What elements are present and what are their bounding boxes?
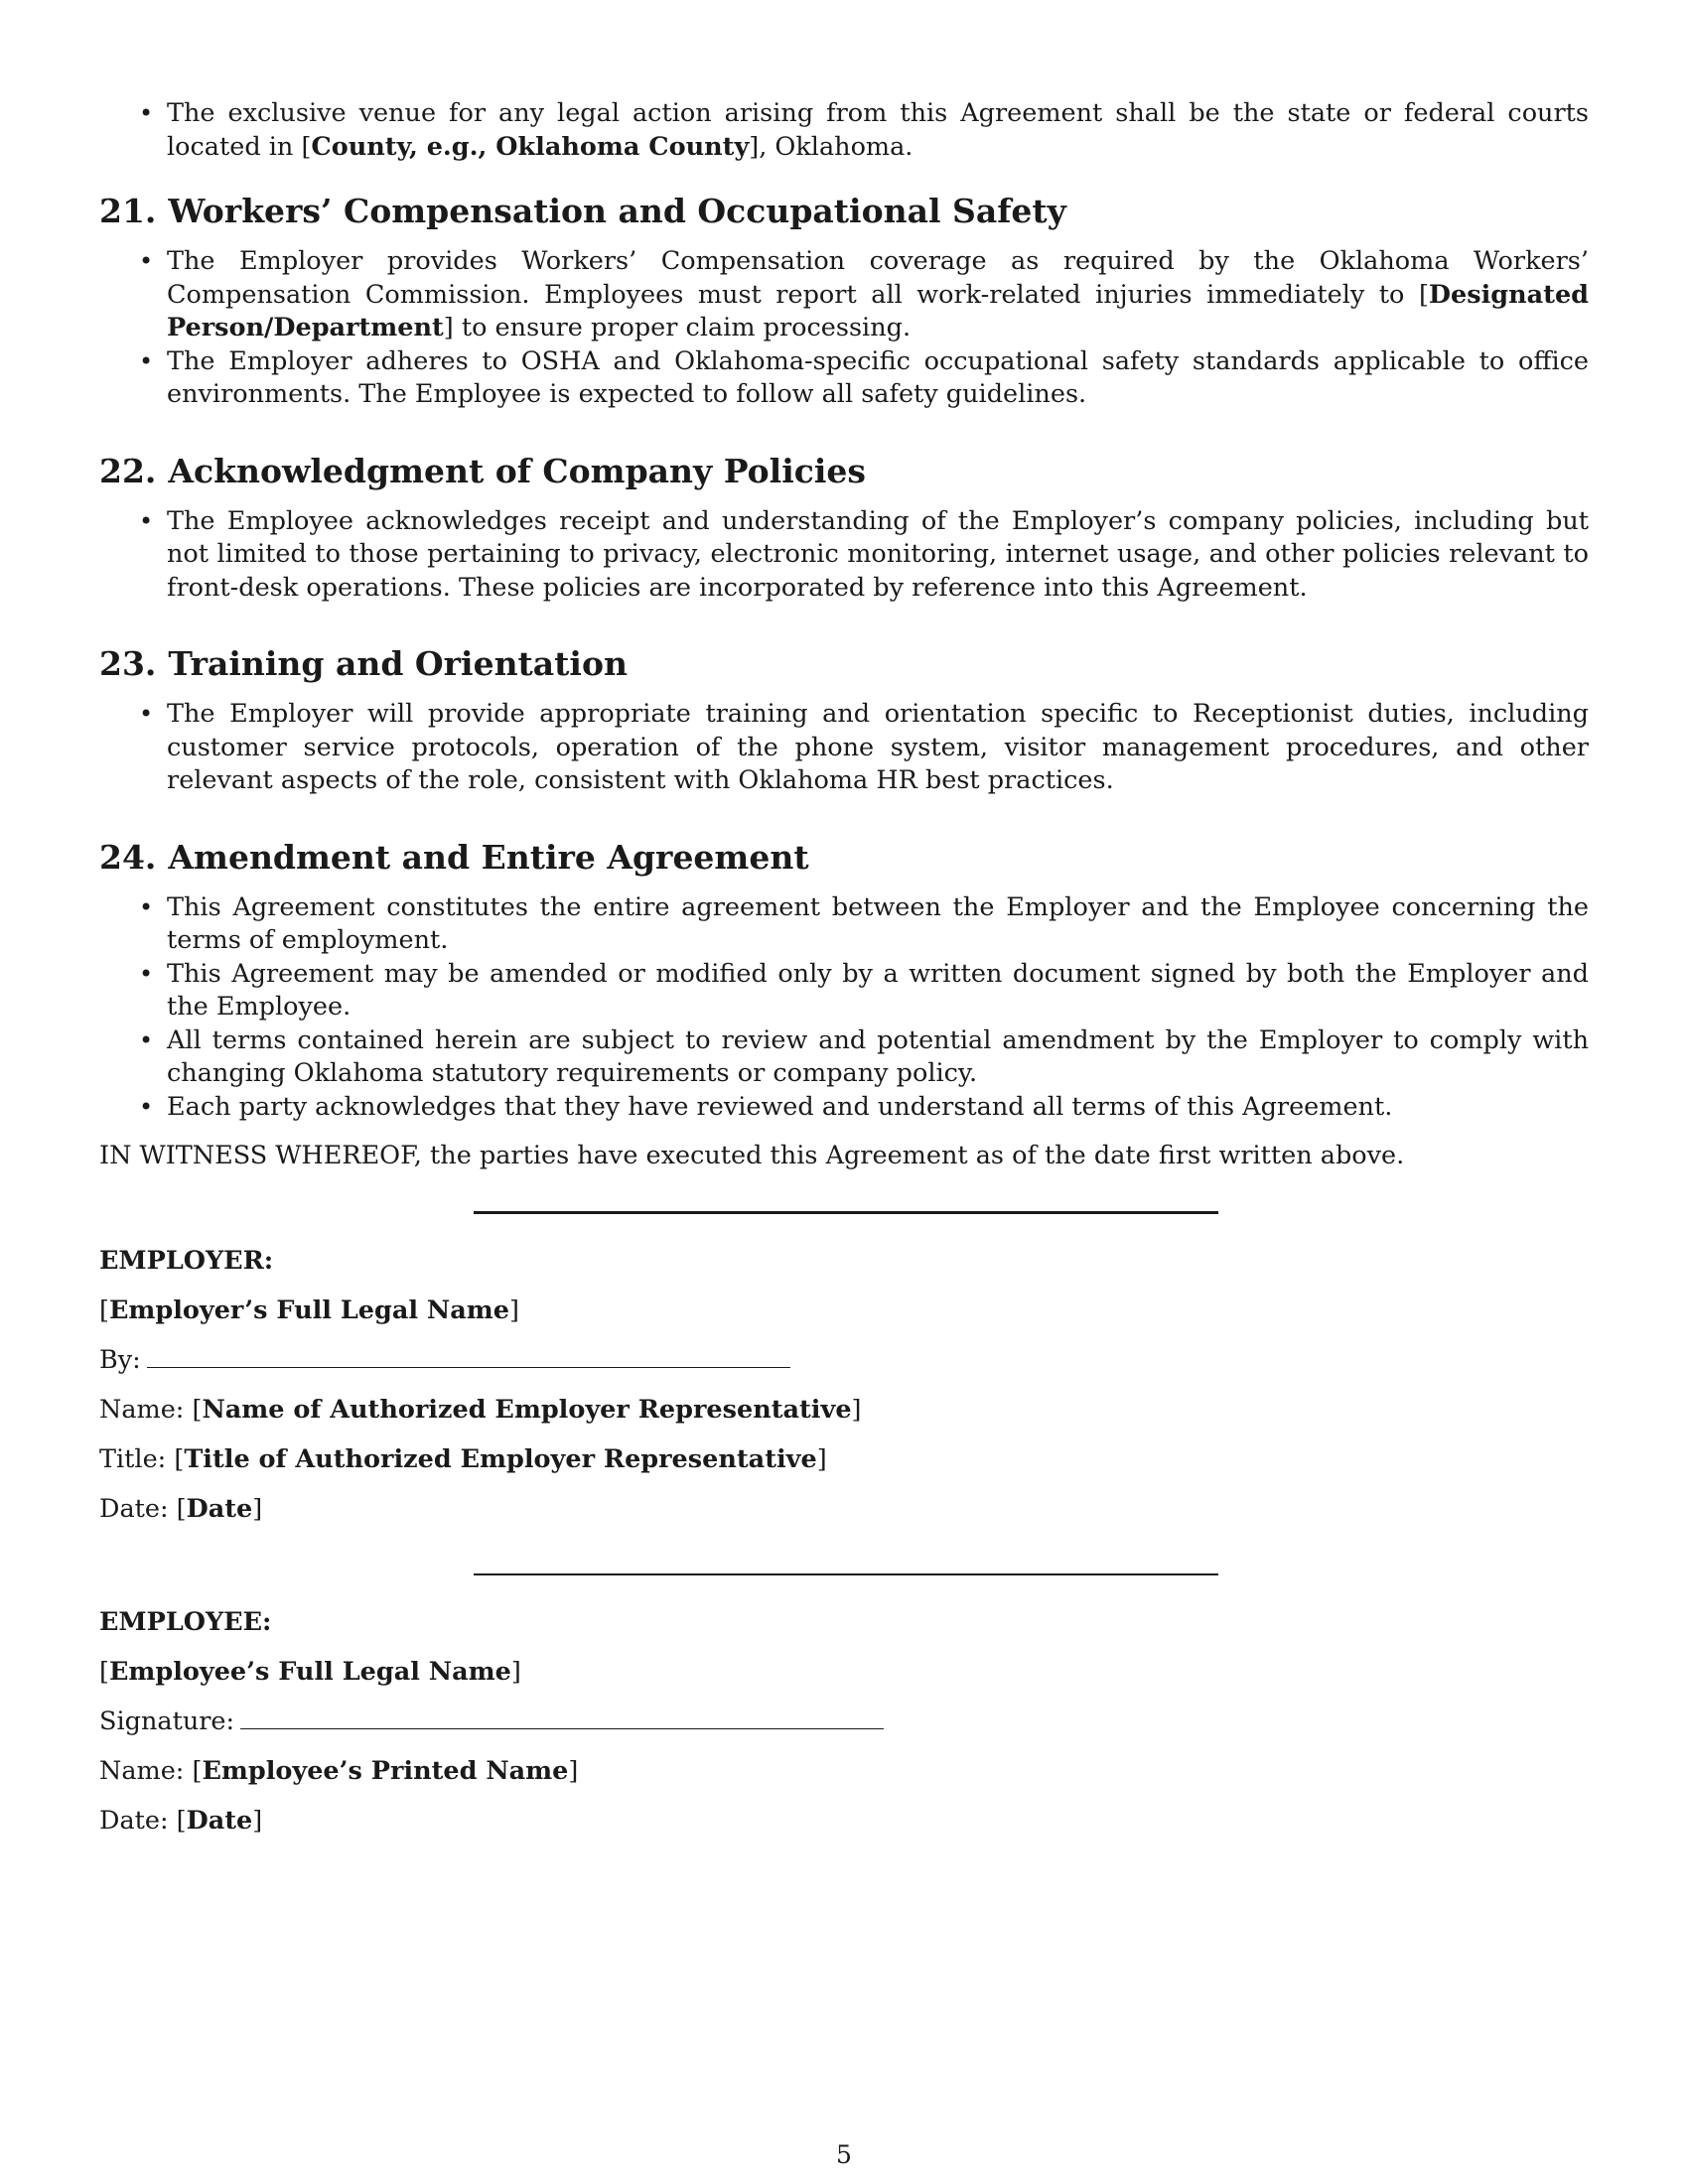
section-title: Training and Orientation <box>168 644 628 683</box>
list-item: • This Agreement constitutes the entire agreement between the Employer and the Employee concerning the terms of employment. <box>99 891 1589 958</box>
employer-heading: EMPLOYER: <box>99 1245 274 1276</box>
employee-date-placeholder: Date <box>186 1805 253 1836</box>
list-item: • This Agreement may be amended or modified only by a written document signed by both the Employer and the Employee. <box>99 958 1589 1024</box>
section-number: 24. <box>99 837 157 877</box>
item-text: The Employer provides Workers’ Compensation coverage as required by the Oklahoma Workers’ Compensation Commission. Employees must report all work-related injuries immediately to <box>167 246 1589 310</box>
employee-name-line: Name: [Employee’s Printed Name] <box>99 1755 579 1786</box>
list-item: • The Employer adheres to OSHA and Oklahoma-specific occupational safety standards applicable to office environments. The Employee is expected to follow all safety guidelines. <box>99 345 1589 412</box>
section-title: Acknowledgment of Company Policies <box>168 451 866 490</box>
list-item: • Each party acknowledges that they have reviewed and understand all terms of this Agreement. <box>99 1091 1589 1125</box>
employer-title-line: Title: [Title of Authorized Employer Representative] <box>99 1443 827 1474</box>
employee-legal-name-placeholder: Employee’s Full Legal Name <box>108 1656 511 1687</box>
employee-legal-name: [Employee’s Full Legal Name] <box>99 1656 521 1687</box>
section-24-heading <box>99 838 1589 878</box>
employee-heading: EMPLOYEE: <box>99 1606 272 1637</box>
employer-legal-name: [Employer’s Full Legal Name] <box>99 1295 519 1325</box>
page-number: 5 <box>836 2140 852 2169</box>
employer-date-placeholder: Date <box>186 1493 253 1524</box>
list-item: • The Employer will provide appropriate training and orientation specific to Receptionist duties, including customer service protocols, operation of the phone system, visitor management procedures, and other relevant aspects of the role, consistent with Oklahoma HR best practices. <box>99 698 1589 798</box>
employer-name-placeholder: Name of Authorized Employer Representative <box>202 1394 852 1425</box>
employee-name-placeholder: Employee’s Printed Name <box>202 1755 569 1786</box>
section-number: 23. <box>99 644 157 683</box>
employer-signature-blank[interactable] <box>147 1366 790 1368</box>
section-21-heading <box>99 192 1589 231</box>
section-title: Workers’ Compensation and Occupational Safety <box>168 192 1066 230</box>
venue-text: The exclusive venue for any legal action arising from this Agreement shall be the state or federal courts located in <box>167 98 1589 162</box>
venue-item: • The exclusive venue for any legal action arising from this Agreement shall be the state or federal courts located in [County, e.g., Oklahoma County], Oklahoma. <box>99 97 1589 164</box>
date-label: Date: <box>99 1493 169 1524</box>
signature-label: Signature: <box>99 1706 235 1736</box>
list-item: • The Employer provides Workers’ Compensation coverage as required by the Oklahoma Workers’ Compensation Commission. Employees must report all work-related injuries immediately to [Designated Person/Department] to ensure proper claim processing. <box>99 245 1589 345</box>
section-24-list <box>99 891 1589 1125</box>
venue-list <box>99 97 1589 164</box>
employee-divider <box>474 1573 1218 1575</box>
by-label: By: <box>99 1344 141 1375</box>
section-number: 22. <box>99 451 157 490</box>
list-item: • The Employee acknowledges receipt and understanding of the Employer’s company policies, including but not limited to those pertaining to privacy, electronic monitoring, internet usage, and other policies relevant to front-desk operations. These policies are incorporated by reference into this Agreement. <box>99 505 1589 606</box>
employer-by-line <box>99 1335 1589 1385</box>
item-text-end: to ensure proper claim processing. <box>453 313 912 342</box>
employer-legal-name-placeholder: Employer’s Full Legal Name <box>108 1295 509 1325</box>
section-title: Amendment and Entire Agreement <box>168 837 809 877</box>
employer-title-placeholder: Title of Authorized Employer Representative <box>184 1443 817 1474</box>
date-label: Date: <box>99 1805 169 1836</box>
title-label: Title: <box>99 1443 167 1474</box>
designated-person-placeholder: Designated Person/Department <box>167 279 1589 342</box>
section-21-list <box>99 245 1589 412</box>
name-label: Name: <box>99 1394 185 1425</box>
employee-signature-line <box>99 1697 1589 1746</box>
employer-date-line: Date: [Date] <box>99 1493 263 1524</box>
document-page <box>99 97 1589 1845</box>
employer-name-line: Name: [Name of Authorized Employer Representative] <box>99 1394 862 1425</box>
employer-divider <box>474 1211 1218 1214</box>
section-23-list <box>99 698 1589 798</box>
employee-signature-blank[interactable] <box>240 1727 884 1729</box>
venue-text-end: , Oklahoma. <box>759 131 914 162</box>
section-22-list <box>99 505 1589 606</box>
section-number: 21. <box>99 192 157 230</box>
name-label: Name: <box>99 1755 185 1786</box>
list-item: • All terms contained herein are subject to review and potential amendment by the Employer to comply with changing Oklahoma statutory requirements or company policy. <box>99 1024 1589 1091</box>
section-22-heading <box>99 452 1589 491</box>
section-23-heading <box>99 644 1589 684</box>
venue-placeholder: County, e.g., Oklahoma County <box>311 131 750 162</box>
witness-clause: IN WITNESS WHEREOF, the parties have executed this Agreement as of the date first written above. <box>99 1141 1405 1170</box>
employee-date-line: Date: [Date] <box>99 1805 263 1836</box>
